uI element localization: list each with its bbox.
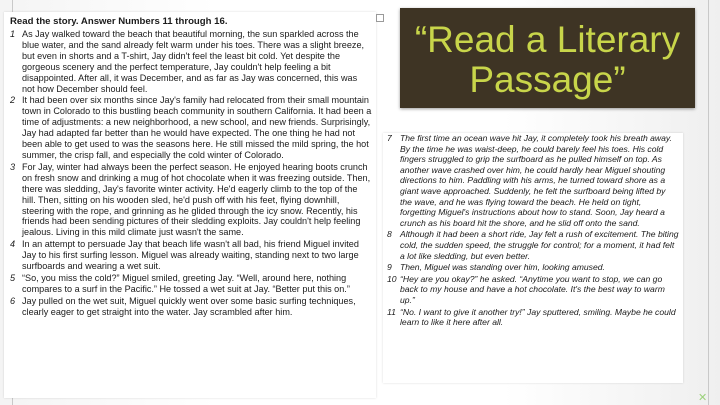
paragraph-text: It had been over six months since Jay's family had relocated from their small mountain town in Colorado to this bustling beach community in southern California. It had been a time of adjustments: a new neighborhood, a new school, and new friends. Surprisingly, Jay had adapted far better than he would have expected. The one thing he had not been able to get used to was the seasons here. He still missed the mild spring, the hot summer, the crisp fall, and especially the cold winter of Colorado. — [22, 95, 372, 160]
paragraph-text: For Jay, winter had always been the perfect season. He enjoyed hearing boots crunch on fresh snow and drinking a mug of hot chocolate when it was freezing outside. Then, there was sledding, Jay's favorite winter activity. He'd eagerly climb to the top of the hill. Then, sitting on his wooden sled, he'd push off with his feet, flying downhill, steering with the rope, and grinning as he glided through the icy snow. Recently, his friends had been sending pictures of their sledding exploits. Jay couldn't help feeling jealous. Living in this mild climate just wasn't the same. — [22, 161, 371, 238]
slide-title — [400, 20, 695, 100]
paragraph-number: 4 — [10, 239, 16, 250]
slide-title-line-2: Passage” — [469, 59, 626, 100]
paragraph-number: 9 — [387, 262, 392, 273]
paragraph-text: As Jay walked toward the beach that beautiful morning, the sun sparkled across the blue water, and the sand already felt warm under his toes. There was a slight breeze, but even in shorts and a T-shirt, Jay didn't feel the least bit cold. Yet despite the gorgeous scenery and the perfect temperature, Jay couldn't help feeling a bit disappointed. After all, it was December, and as far as Jay was concerned, this was not how December should feel. — [22, 29, 365, 94]
passage-page-left — [4, 12, 376, 398]
paragraph-number: 7 — [387, 133, 392, 143]
paragraph — [4, 273, 376, 295]
paragraph-text: Jay pulled on the wet suit, Miguel quickly went over some basic surfing techniques, clearly eager to get straight into the water. Jay scrambled after him. — [22, 295, 356, 317]
paragraph-text: The first time an ocean wave hit Jay, it completely took his breath away. By the time he was waist-deep, he could barely feel his toes. His cold fingers struggled to grip the surfboard as he pulled himself on top. As another wave crashed over him, he could hardly hear Miguel shouting directions to him. Paddling with his arms, he turned toward shore as a giant wave approached. Suddenly, he felt the surfboard being lifted by the wave, and he was flying toward the beach. He held on tight, forgetting Miguel's instructions about how to stand. Soon, Jay heard a crunch as his board hit the shore, and he slid off onto the sand. — [400, 133, 672, 228]
paragraph-number: 8 — [387, 229, 392, 240]
paragraph — [383, 229, 683, 261]
paragraph-text: Then, Miguel was standing over him, looking amused. — [400, 262, 605, 273]
paragraph-number: 5 — [10, 272, 16, 283]
paragraph — [383, 262, 683, 273]
passage-document-right — [383, 133, 683, 328]
paragraph — [383, 133, 683, 228]
paragraph — [4, 296, 376, 318]
paragraph-number: 2 — [10, 95, 16, 106]
reading-instruction: Read the story. Answer Numbers 11 through 16. — [10, 16, 228, 27]
paragraph-text: “Hey are you okay?” he asked. “Anytime you want to stop, we can go back to my house and have a hot chocolate. It's the best way to warm up.” — [400, 273, 665, 305]
paragraph — [4, 239, 376, 272]
paragraph — [383, 307, 683, 328]
paragraph-text: “No. I want to give it another try!” Jay sputtered, smiling. Maybe he could learn to like it here after all. — [400, 306, 676, 328]
passage-document-left — [4, 16, 376, 318]
paragraph-text: In an attempt to persuade Jay that beach life wasn't all bad, his friend Miguel invited Jay to his first surfing lesson. Miguel was already waiting, standing next to two large surfboards and wearing a wet suit. — [22, 239, 359, 272]
slide-title-box — [400, 8, 695, 108]
paragraph — [4, 29, 376, 94]
slide-title-line-1: “Read a Literary — [414, 19, 681, 60]
paragraph-number: 3 — [10, 161, 16, 172]
paragraph — [4, 162, 376, 238]
paragraph-number: 1 — [10, 29, 16, 39]
slide-rule-right — [708, 0, 709, 405]
passage-page-right — [383, 133, 683, 383]
paragraph — [383, 274, 683, 306]
selection-handle[interactable] — [376, 14, 384, 22]
paragraph-text: “So, you miss the cold?” Miguel smiled, greeting Jay. “Well, around here, nothing compares to a surf in the Pacific.” He tossed a wet suit at Jay. “Better put this on.” — [22, 272, 350, 294]
paragraph-number: 6 — [10, 295, 16, 306]
cross-decoration-icon: ✕ — [698, 391, 708, 404]
paragraph-number: 10 — [387, 273, 397, 284]
paragraph-text: Although it had been a short ride, Jay felt a rush of excitement. The biting cold, the sudden speed, the struggle for control; for a moment, it had felt a lot like sledding, but even better. — [400, 229, 679, 261]
paragraph-number: 11 — [387, 306, 396, 317]
paragraph — [4, 95, 376, 160]
